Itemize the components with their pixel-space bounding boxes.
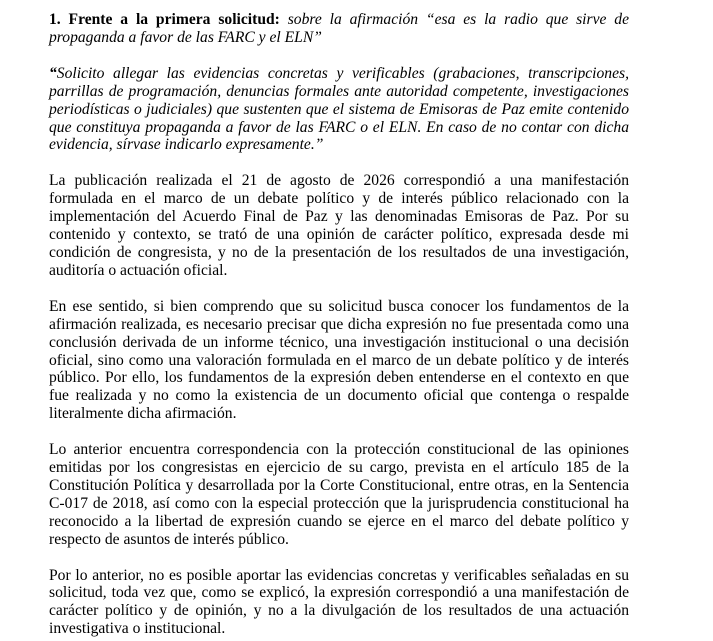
quote-open-mark: “ bbox=[49, 64, 57, 82]
section-heading-label: 1. Frente a la primera solicitud: bbox=[49, 11, 280, 28]
section-heading-text: sobre la afirmación “esa es la radio que sirve de propaganda a favor de las FARC y el ELN” bbox=[49, 11, 629, 46]
request-quote bbox=[49, 65, 629, 155]
body-paragraph-4: Por lo anterior, no es posible aportar las evidencias concretas y verificables señaladas en su solicitud, toda vez que, como se explicó, la expresión correspondió a una manifestación de carácter político y de opinión, y no a la divulgación de los resultados de una actuación investigativa o institucional. bbox=[49, 566, 629, 638]
body-paragraph-2: En ese sentido, si bien comprendo que su solicitud busca conocer los fundamentos de la afirmación realizada, es necesario precisar que dicha expresión no fue presentada como una conclusión derivada de un informe técnico, una investigación institucional o una decisión oficial, sino como una valoración formulada en el marco de un debate político y de interés público. Por ello, los fundamentos de la expresión deben entenderse en el contexto en que fue realizada y no como la existencia de un documento oficial que contenga o respalde literalmente dicha afirmación. bbox=[49, 297, 629, 423]
section-heading bbox=[49, 11, 629, 47]
body-paragraph-3: Lo anterior encuentra correspondencia con la protección constitucional de las opiniones emitidas por los congresistas en ejercicio de su cargo, prevista en el artículo 185 de la Constitución Política y desarrollada por la Corte Constitucional, entre otras, en la Sentencia C-017 de 2018, así como con la especial protección que la jurisprudencia constitucional ha reconocido a la libertad de expresión cuando se ejerce en el marco del debate político y respecto de asuntos de interés público. bbox=[49, 441, 629, 548]
body-paragraph-1: La publicación realizada el 21 de agosto de 2026 correspondió a una manifestación formulada en el marco de un debate político y de interés público relacionado con la implementación del Acuerdo Final de Paz y las denominadas Emisoras de Paz. Por su contenido y contexto, se trató de una opinión de carácter político, expresada desde mi condición de congresista, y no de la presentación de los resultados de una investigación, auditoría o actuación oficial. bbox=[49, 172, 629, 279]
quote-text: Solicito allegar las evidencias concretas y verificables (grabaciones, transcripciones, parrillas de programación, denuncias formales ante autoridad competente, investigaciones periodísticas o judiciales) que sustenten que el sistema de Emisoras de Paz emite contenido que constituya propaganda a favor de las FARC o el ELN. En caso de no contar con dicha evidencia, sírvase indicarlo expresamente.” bbox=[49, 64, 629, 154]
